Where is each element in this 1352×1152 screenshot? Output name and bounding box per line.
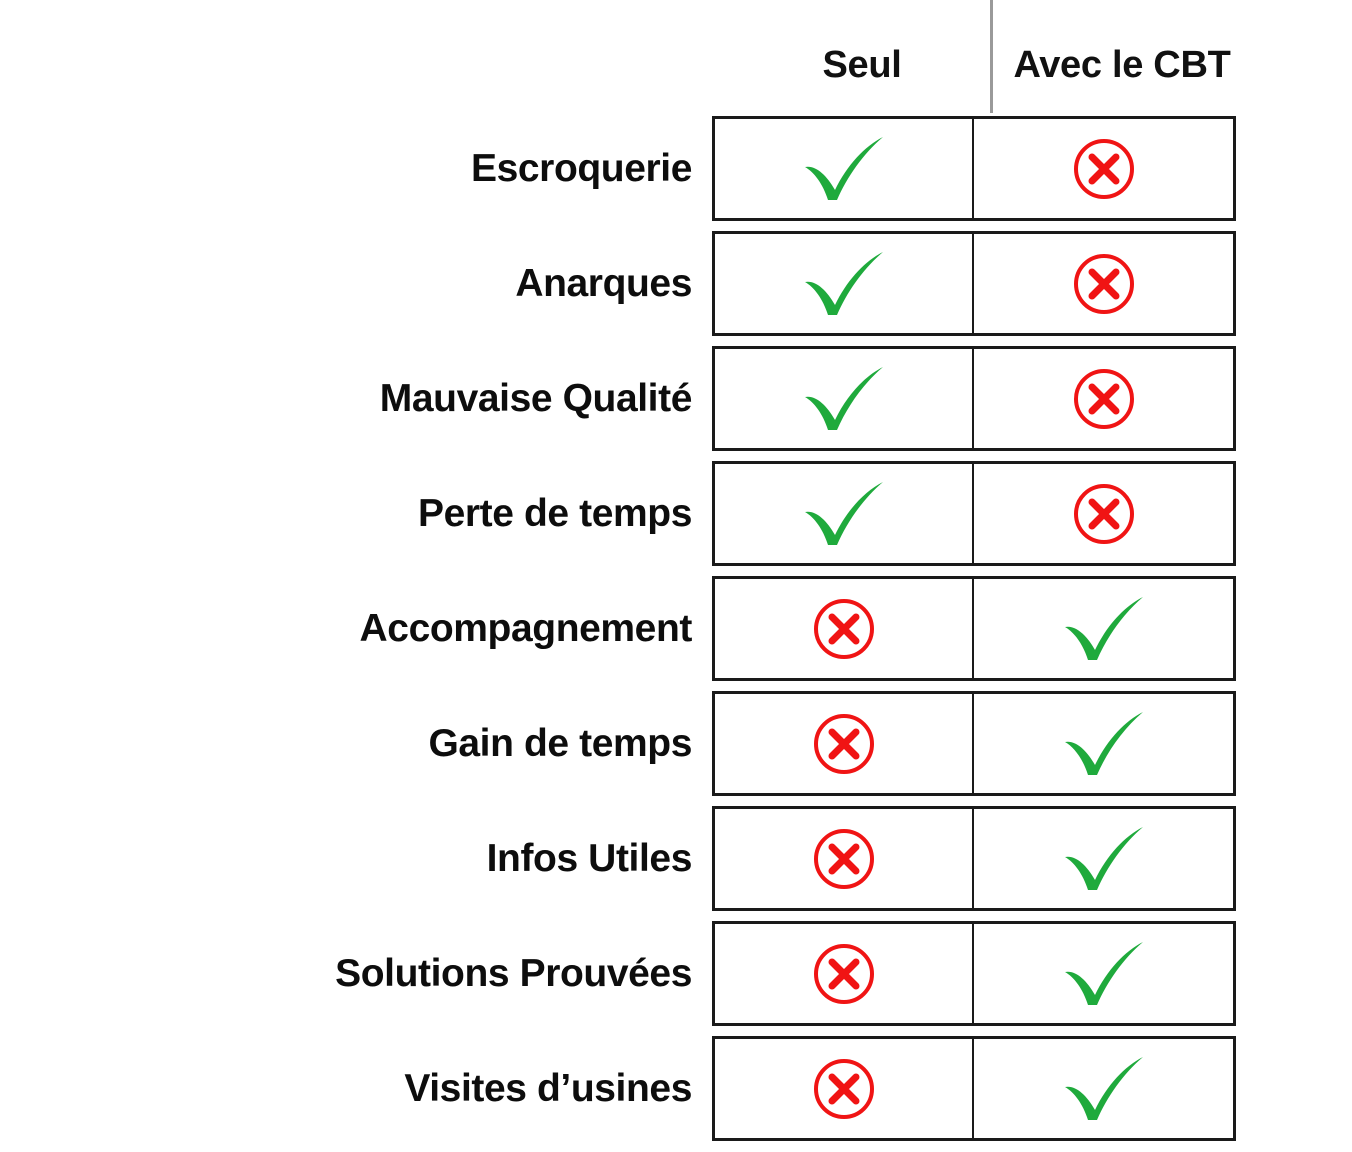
table-row bbox=[0, 1036, 1236, 1141]
cell-seul bbox=[715, 579, 974, 678]
table-row bbox=[0, 231, 1236, 336]
check-icon bbox=[1061, 824, 1147, 894]
row-label: Infos Utiles bbox=[486, 836, 692, 880]
cell-avec-le-cbt bbox=[974, 924, 1233, 1023]
cross-circle-icon bbox=[1072, 367, 1136, 431]
row-label: Gain de temps bbox=[428, 721, 692, 765]
cell-avec-le-cbt bbox=[974, 809, 1233, 908]
cross-circle-icon bbox=[812, 712, 876, 776]
cross-circle-icon bbox=[812, 1057, 876, 1121]
row-label: Visites d’usines bbox=[404, 1066, 692, 1110]
row-cells bbox=[712, 806, 1236, 911]
row-cells bbox=[712, 576, 1236, 681]
cell-avec-le-cbt bbox=[974, 234, 1233, 333]
cell-seul bbox=[715, 234, 974, 333]
row-cells bbox=[712, 116, 1236, 221]
row-label: Solutions Prouvées bbox=[335, 951, 692, 995]
row-cells bbox=[712, 346, 1236, 451]
cell-avec-le-cbt bbox=[974, 579, 1233, 678]
cell-avec-le-cbt bbox=[974, 1039, 1233, 1138]
cell-seul bbox=[715, 809, 974, 908]
table-row bbox=[0, 576, 1236, 681]
check-icon bbox=[1061, 1054, 1147, 1124]
cell-avec-le-cbt bbox=[974, 349, 1233, 448]
table-row bbox=[0, 461, 1236, 566]
header-spacer bbox=[0, 34, 732, 96]
cell-seul bbox=[715, 924, 974, 1023]
check-icon bbox=[801, 479, 887, 549]
row-label: Mauvaise Qualité bbox=[379, 376, 692, 420]
cell-avec-le-cbt bbox=[974, 464, 1233, 563]
cell-avec-le-cbt bbox=[974, 694, 1233, 793]
cross-circle-icon bbox=[812, 597, 876, 661]
table-row bbox=[0, 691, 1236, 796]
check-icon bbox=[801, 249, 887, 319]
cell-avec-le-cbt bbox=[974, 119, 1233, 218]
row-cells bbox=[712, 231, 1236, 336]
cross-circle-icon bbox=[1072, 482, 1136, 546]
row-label: Anarques bbox=[515, 261, 692, 305]
cross-circle-icon bbox=[1072, 252, 1136, 316]
row-cells bbox=[712, 461, 1236, 566]
row-label: Perte de temps bbox=[417, 491, 692, 535]
row-cells bbox=[712, 1036, 1236, 1141]
check-icon bbox=[1061, 939, 1147, 1009]
cell-seul bbox=[715, 694, 974, 793]
check-icon bbox=[1061, 594, 1147, 664]
cross-circle-icon bbox=[812, 942, 876, 1006]
table-row bbox=[0, 921, 1236, 1026]
cell-seul bbox=[715, 119, 974, 218]
cell-seul bbox=[715, 1039, 974, 1138]
row-label: Accompagnement bbox=[359, 606, 692, 650]
check-icon bbox=[1061, 709, 1147, 779]
cross-circle-icon bbox=[1072, 137, 1136, 201]
row-cells bbox=[712, 921, 1236, 1026]
table-row bbox=[0, 116, 1236, 221]
cell-seul bbox=[715, 349, 974, 448]
row-cells bbox=[712, 691, 1236, 796]
cell-seul bbox=[715, 464, 974, 563]
column-header-seul: Seul bbox=[822, 44, 902, 86]
row-label: Escroquerie bbox=[470, 146, 692, 190]
check-icon bbox=[801, 134, 887, 204]
column-header-avec-le-cbt: Avec le CBT bbox=[1013, 44, 1231, 86]
check-icon bbox=[801, 364, 887, 434]
table-row bbox=[0, 806, 1236, 911]
cross-circle-icon bbox=[812, 827, 876, 891]
table-body bbox=[0, 116, 1236, 1151]
table-row bbox=[0, 346, 1236, 451]
table-header-row bbox=[0, 34, 1352, 96]
